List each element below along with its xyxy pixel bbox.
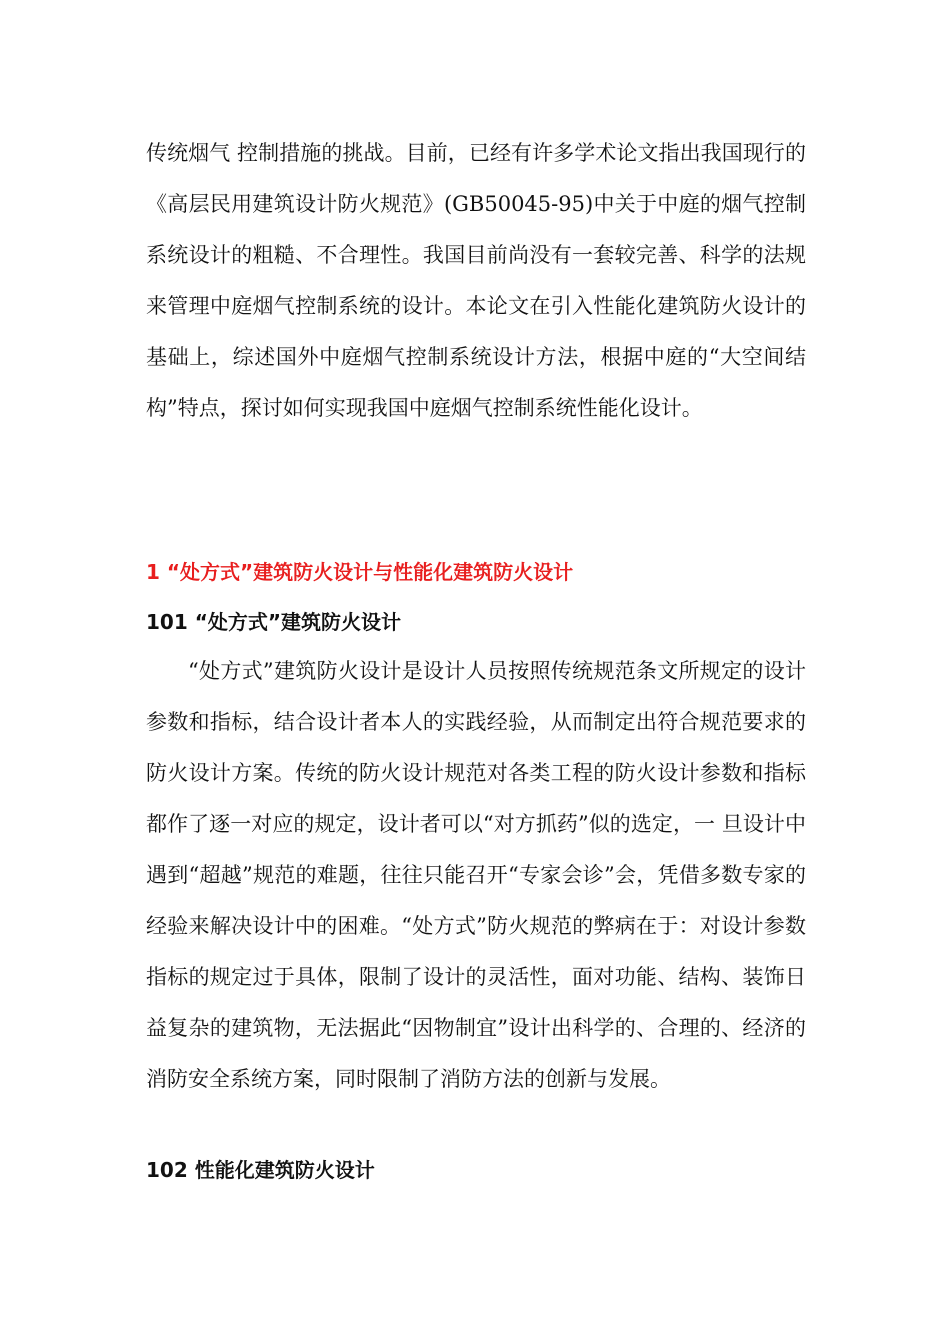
- intro-paragraph: 传统烟气 控制措施的挑战。目前，已经有许多学术论文指出我国现行的《高层民用建筑设计防火规范》(GB50045-95)中关于中庭的烟气控制系统设计的粗糙、不合理性。我国目前尚没有一套较完善、科学的法规来管理中庭烟气控制系统的设计。本论文在引入性能化建筑防火设计的基础上，综述国外中庭烟气控制系统设计方法，根据中庭的“大空间结构”特点，探讨如何实现我国中庭烟气控制系统性能化设计。: [146, 141, 806, 420]
- subsection-102-heading: 102 性能化建筑防火设计: [146, 1158, 375, 1182]
- subsection-101-heading: 101 “处方式”建筑防火设计: [146, 610, 401, 634]
- section-1-title: 1 “处方式”建筑防火设计与性能化建筑防火设计: [146, 560, 574, 584]
- intro-paragraph-block: [146, 128, 806, 434]
- subsection-101-paragraph: “处方式”建筑防火设计是设计人员按照传统规范条文所规定的设计参数和指标，结合设计者本人的实践经验，从而制定出符合规范要求的防火设计方案。传统的防火设计规范对各类工程的防火设计参数和指标都作了逐一对应的规定，设计者可以“对方抓药”似的选定，一 旦设计中遇到“超越”规范的难题，往往只能召开“专家会诊”会，凭借多数专家的经验来解决设计中的困难。“处方式”防火规范的弊病在于：对设计参数指标的规定过于具体，限制了设计的灵活性，面对功能、结构、装饰日益复杂的建筑物，无法据此“因物制宜”设计出科学的、合理的、经济的消防安全系统方案，同时限制了消防方法的创新与发展。: [146, 659, 806, 1091]
- subsection-101-body-block: [146, 646, 806, 1105]
